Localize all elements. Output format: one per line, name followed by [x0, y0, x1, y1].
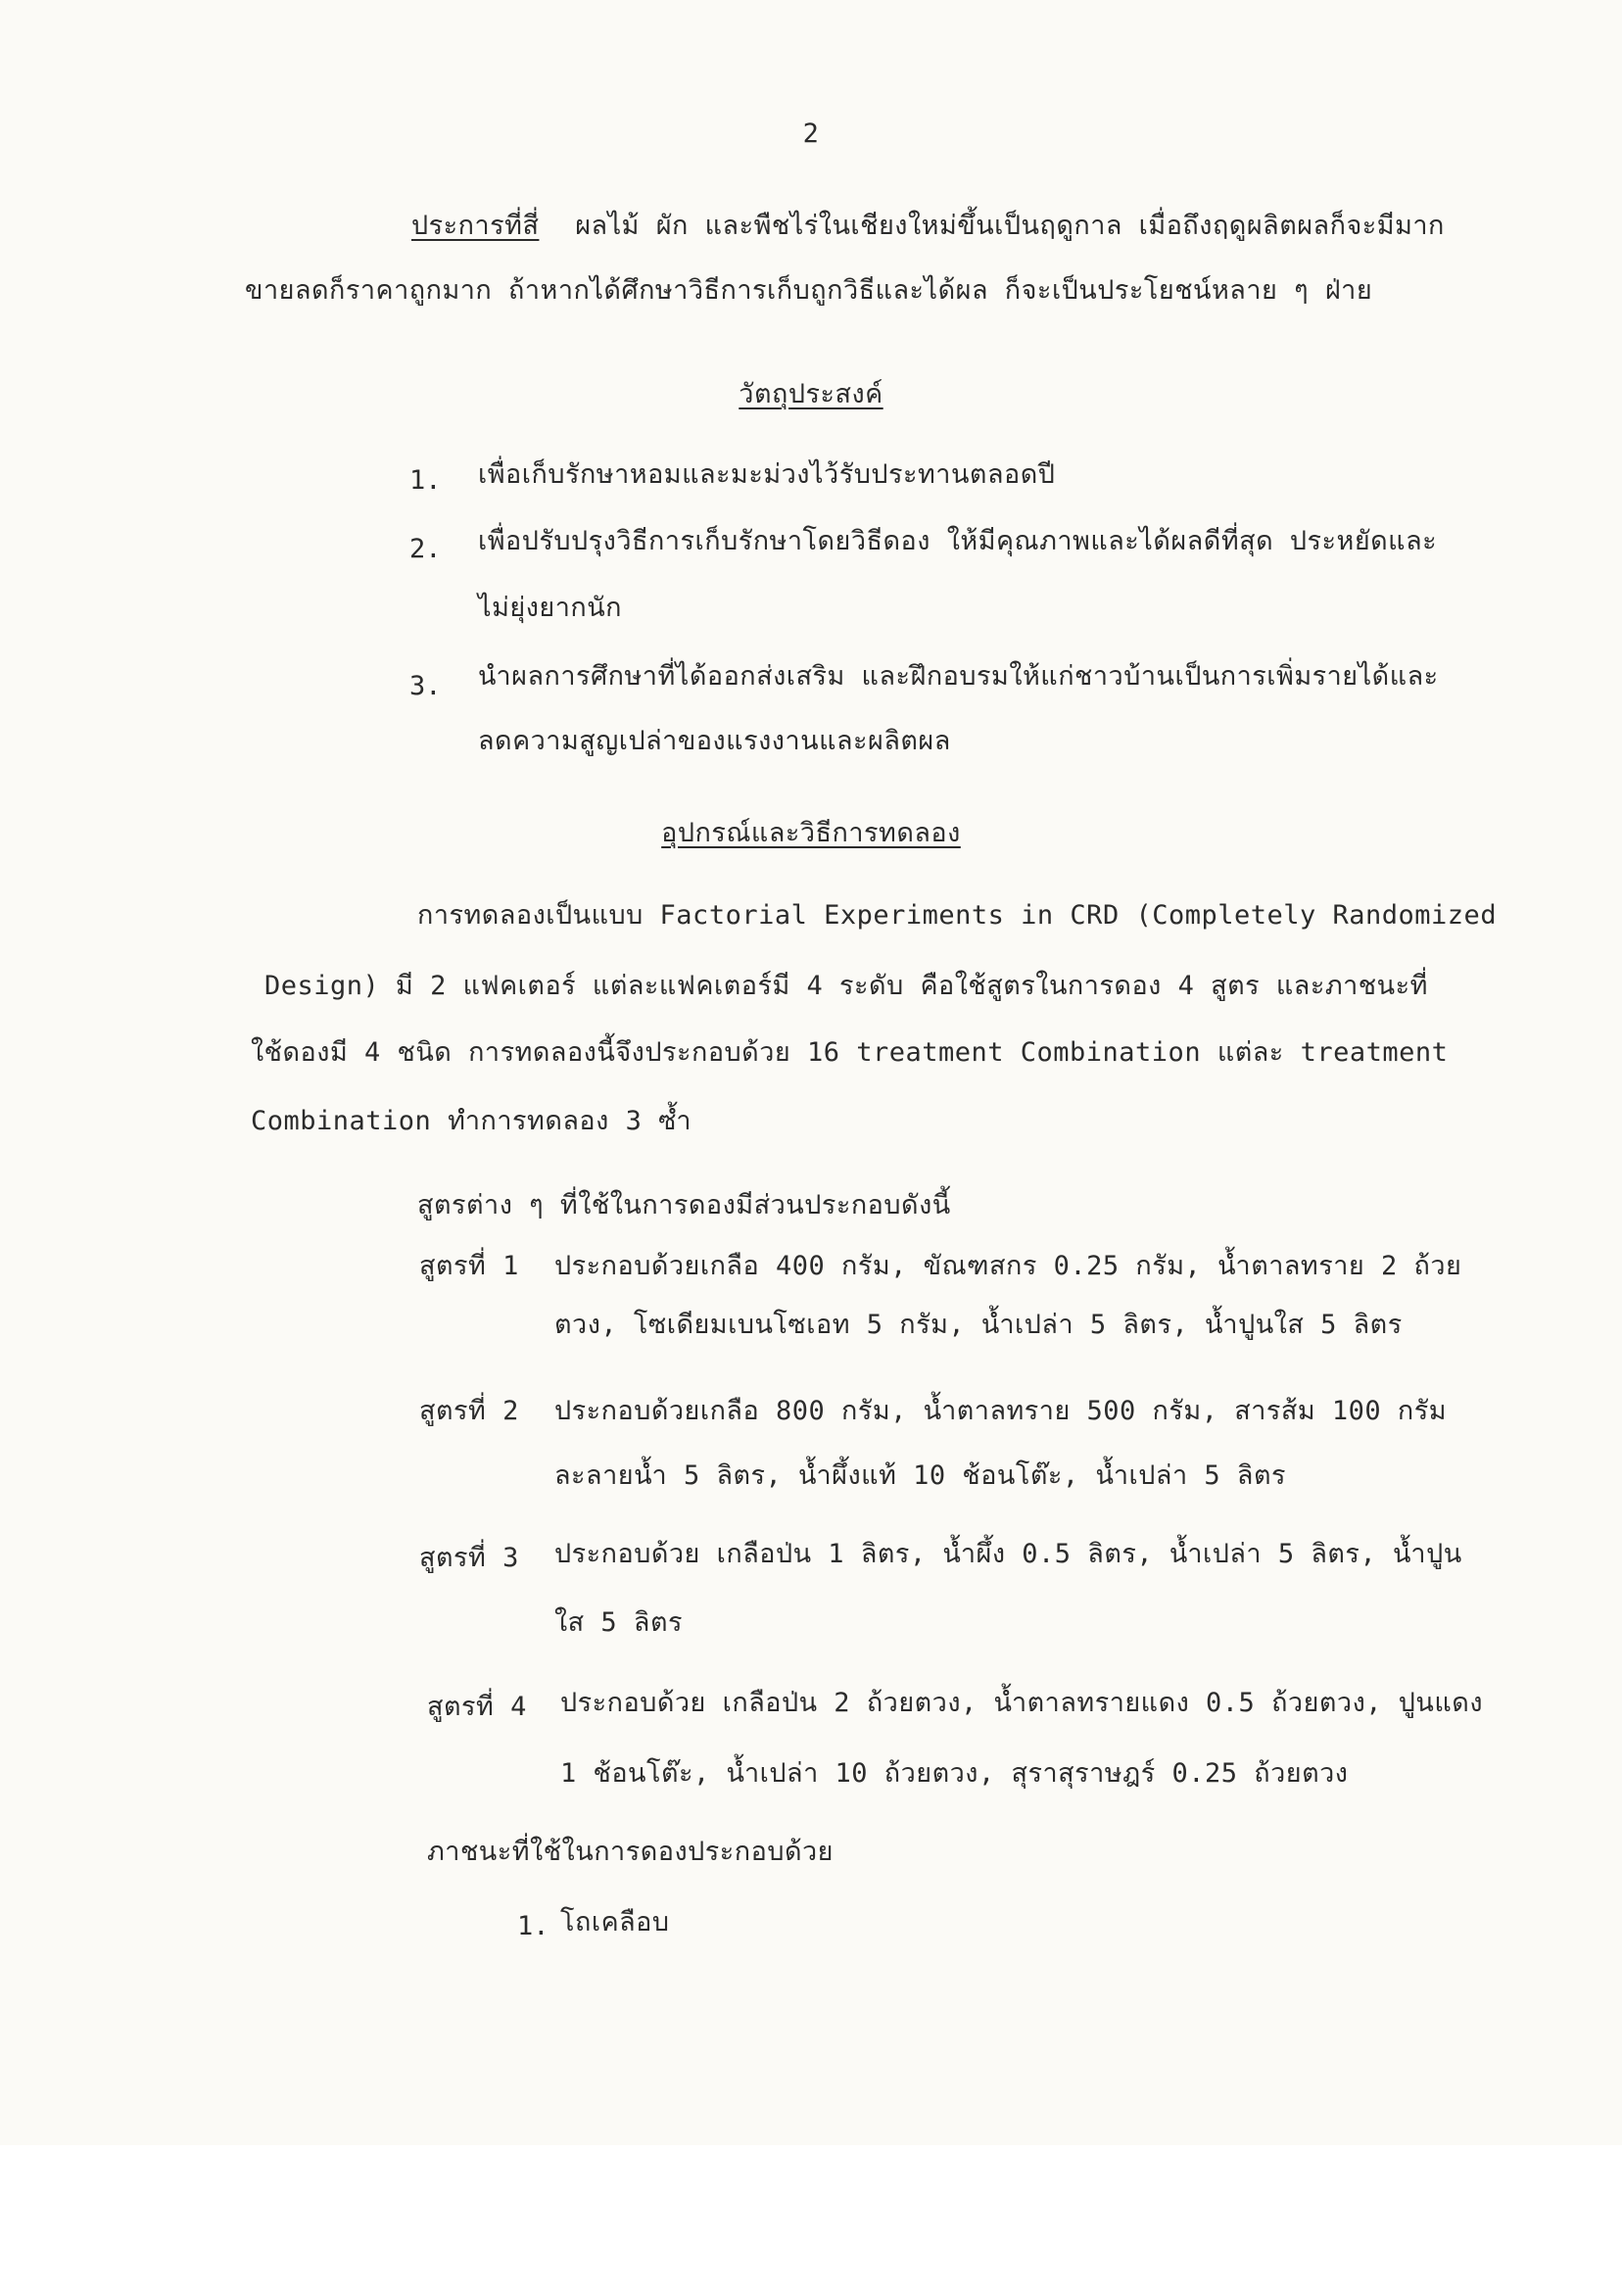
containers-intro: ภาชนะที่ใช้ในการดองประกอบด้วย	[427, 1837, 834, 1867]
objective-3-line-1: นำผลการศึกษาที่ได้ออกส่งเสริม และฝึกอบรมให้แก่ชาวบ้านเป็นการเพิ่มรายได้และ	[478, 661, 1439, 692]
formula-3-line-1: ประกอบด้วย เกลือป่น 1 ลิตร, น้ำผึ้ง 0.5 ลิตร, น้ำเปล่า 5 ลิตร, น้ำปูน	[554, 1539, 1462, 1569]
objective-2-number: 2.	[409, 534, 442, 564]
intro-line-1	[411, 210, 1445, 243]
objective-1-number: 1.	[409, 465, 442, 496]
formula-4-line-1: ประกอบด้วย เกลือป่น 2 ถ้วยตวง, น้ำตาลทรายแดง 0.5 ถ้วยตวง, ปูนแดง	[560, 1688, 1484, 1718]
container-1-number: 1.	[517, 1911, 549, 1941]
container-1-label: โถเคลือบ	[560, 1907, 670, 1937]
formulas-intro: สูตรต่าง ๆ ที่ใช้ในการดองมีส่วนประกอบดังนี้	[417, 1190, 951, 1220]
objective-2-line-2: ไม่ยุ่งยากนัก	[478, 593, 623, 623]
formula-2-line-1: ประกอบด้วยเกลือ 800 กรัม, น้ำตาลทราย 500 กรัม, สารส้ม 100 กรัม	[554, 1396, 1448, 1426]
formula-3-label: สูตรที่ 3	[419, 1543, 519, 1573]
objective-1-text: เพื่อเก็บรักษาหอมและมะม่วงไว้รับประทานตลอดปี	[478, 459, 1056, 490]
objective-3-line-2: ลดความสูญเปล่าของแรงงานและผลิตผล	[478, 726, 951, 756]
objective-3-number: 3.	[409, 671, 442, 701]
methods-para-line-4: Combination ทำการทดลอง 3 ซ้ำ	[251, 1106, 692, 1136]
methods-para-line-1: การทดลองเป็นแบบ Factorial Experiments in CRD (Completely Randomized	[417, 900, 1498, 931]
objective-2-line-1: เพื่อปรับปรุงวิธีการเก็บรักษาโดยวิธีดอง ให้มีคุณภาพและได้ผลดีที่สุด ประหยัดและ	[478, 526, 1438, 556]
formula-3-line-2: ใส 5 ลิตร	[554, 1607, 684, 1638]
methods-heading	[0, 817, 1622, 850]
intro-line-1-text: ผลไม้ ผัก และพืชไร่ในเชียงใหม่ขึ้นเป็นฤดูกาล เมื่อถึงฤดูผลิตผลก็จะมีมาก	[575, 211, 1445, 241]
formula-1-line-2: ตวง, โซเดียมเบนโซเอท 5 กรัม, น้ำเปล่า 5 ลิตร, น้ำปูนใส 5 ลิตร	[554, 1310, 1403, 1340]
formula-4-line-2: 1 ช้อนโต๊ะ, น้ำเปล่า 10 ถ้วยตวง, สุราสุราษฎร์ 0.25 ถ้วยตวง	[560, 1758, 1349, 1789]
objectives-heading	[0, 378, 1622, 411]
methods-heading-text: อุปกรณ์และวิธีการทดลอง	[661, 818, 961, 848]
formula-1-label: สูตรที่ 1	[419, 1251, 519, 1281]
objectives-heading-text: วัตถุประสงค์	[739, 379, 883, 409]
methods-para-line-2: Design) มี 2 แฟคเตอร์ แต่ละแฟคเตอร์มี 4 ระดับ คือใช้สูตรในการดอง 4 สูตร และภาชนะที่	[264, 971, 1428, 1001]
formula-2-line-2: ละลายน้ำ 5 ลิตร, น้ำผึ้งแท้ 10 ช้อนโต๊ะ, น้ำเปล่า 5 ลิตร	[554, 1460, 1286, 1491]
methods-para-line-3: ใช้ดองมี 4 ชนิด การทดลองนี้จึงประกอบด้วย 16 treatment Combination แต่ละ treatment	[251, 1037, 1449, 1068]
intro-lead: ประการที่สี่	[411, 211, 540, 241]
intro-line-2: ขายลดก็ราคาถูกมาก ถ้าหากได้ศึกษาวิธีการเก็บถูกวิธีและได้ผล ก็จะเป็นประโยชน์หลาย ๆ ฝ่าย	[245, 275, 1373, 306]
scan-bottom-margin	[0, 2145, 1622, 2296]
formula-1-line-1: ประกอบด้วยเกลือ 400 กรัม, ขัณฑสกร 0.25 กรัม, น้ำตาลทราย 2 ถ้วย	[554, 1251, 1462, 1281]
formula-4-label: สูตรที่ 4	[427, 1692, 527, 1722]
formula-2-label: สูตรที่ 2	[419, 1396, 519, 1426]
page-number: 2	[802, 119, 820, 149]
